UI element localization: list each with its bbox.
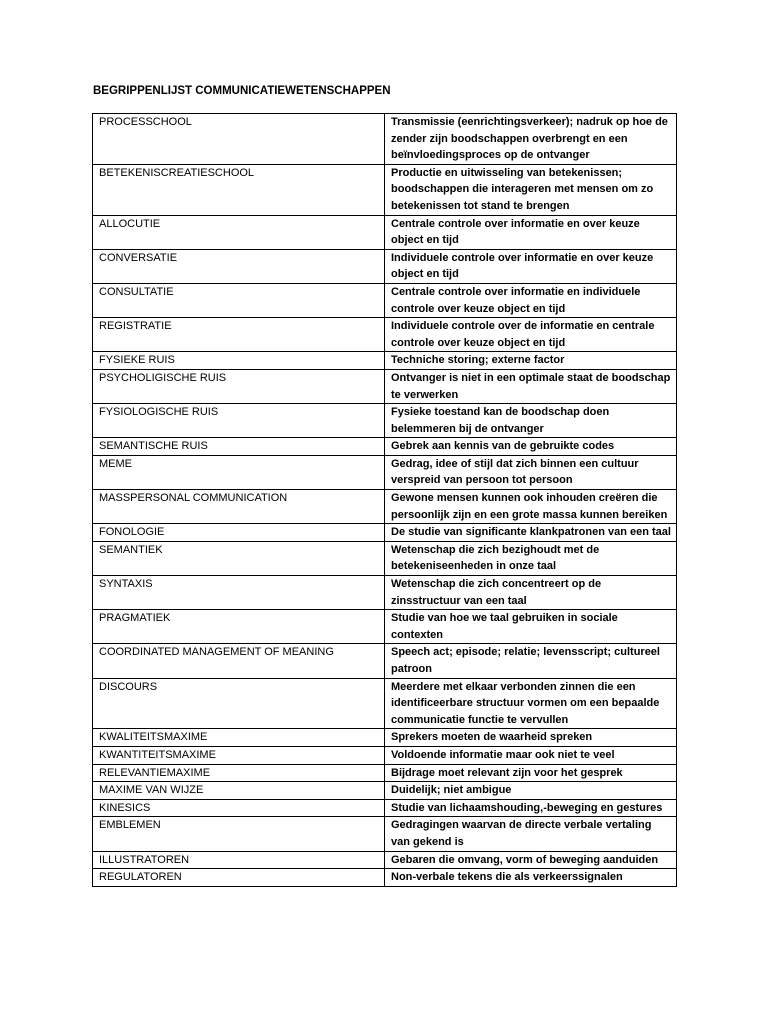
glossary-row bbox=[93, 524, 677, 542]
document-title: BEGRIPPENLIJST COMMUNICATIEWETENSCHAPPEN bbox=[93, 85, 391, 97]
glossary-row bbox=[93, 782, 677, 800]
glossary-definition: De studie van significante klankpatronen van een taal bbox=[385, 524, 677, 542]
glossary-row bbox=[93, 678, 677, 729]
glossary-row bbox=[93, 817, 677, 851]
glossary-term: SYNTAXIS bbox=[93, 576, 385, 610]
glossary-table-body bbox=[93, 114, 677, 887]
glossary-term: BETEKENISCREATIESCHOOL bbox=[93, 164, 385, 215]
glossary-term: KWALITEITSMAXIME bbox=[93, 729, 385, 747]
glossary-definition: Wetenschap die zich bezighoudt met de betekeniseenheden in onze taal bbox=[385, 541, 677, 575]
glossary-definition: Centrale controle over informatie en over keuze object en tijd bbox=[385, 215, 677, 249]
glossary-definition: Sprekers moeten de waarheid spreken bbox=[385, 729, 677, 747]
glossary-row bbox=[93, 541, 677, 575]
glossary-definition: Individuele controle over informatie en over keuze object en tijd bbox=[385, 249, 677, 283]
glossary-row bbox=[93, 249, 677, 283]
glossary-term: DISCOURS bbox=[93, 678, 385, 729]
glossary-row bbox=[93, 369, 677, 403]
glossary-term: ALLOCUTIE bbox=[93, 215, 385, 249]
glossary-row bbox=[93, 729, 677, 747]
glossary-term: RELEVANTIEMAXIME bbox=[93, 764, 385, 782]
glossary-term: CONSULTATIE bbox=[93, 283, 385, 317]
glossary-row bbox=[93, 644, 677, 678]
glossary-row bbox=[93, 869, 677, 887]
glossary-row bbox=[93, 318, 677, 352]
glossary-definition: Gewone mensen kunnen ook inhouden creëren die persoonlijk zijn en een grote massa kunnen bereiken bbox=[385, 490, 677, 524]
glossary-row bbox=[93, 114, 677, 165]
glossary-definition: Gebaren die omvang, vorm of beweging aanduiden bbox=[385, 851, 677, 869]
glossary-row bbox=[93, 746, 677, 764]
glossary-term: KINESICS bbox=[93, 799, 385, 817]
glossary-term: PRAGMATIEK bbox=[93, 610, 385, 644]
glossary-definition: Gedragingen waarvan de directe verbale vertaling van gekend is bbox=[385, 817, 677, 851]
glossary-row bbox=[93, 490, 677, 524]
glossary-term: PSYCHOLIGISCHE RUIS bbox=[93, 369, 385, 403]
glossary-term: SEMANTIEK bbox=[93, 541, 385, 575]
glossary-term: SEMANTISCHE RUIS bbox=[93, 438, 385, 456]
glossary-row bbox=[93, 610, 677, 644]
glossary-row bbox=[93, 164, 677, 215]
glossary-term: KWANTITEITSMAXIME bbox=[93, 746, 385, 764]
glossary-term: ILLUSTRATOREN bbox=[93, 851, 385, 869]
glossary-row bbox=[93, 283, 677, 317]
glossary-definition: Gedrag, idee of stijl dat zich binnen een cultuur verspreid van persoon tot persoon bbox=[385, 455, 677, 489]
glossary-term: PROCESSCHOOL bbox=[93, 114, 385, 165]
glossary-definition: Speech act; episode; relatie; levensscript; cultureel patroon bbox=[385, 644, 677, 678]
glossary-definition: Gebrek aan kennis van de gebruikte codes bbox=[385, 438, 677, 456]
glossary-definition: Voldoende informatie maar ook niet te veel bbox=[385, 746, 677, 764]
glossary-term: COORDINATED MANAGEMENT OF MEANING bbox=[93, 644, 385, 678]
glossary-row bbox=[93, 404, 677, 438]
glossary-table bbox=[92, 113, 677, 887]
glossary-term: REGISTRATIE bbox=[93, 318, 385, 352]
glossary-term: MASSPERSONAL COMMUNICATION bbox=[93, 490, 385, 524]
glossary-definition: Fysieke toestand kan de boodschap doen belemmeren bij de ontvanger bbox=[385, 404, 677, 438]
glossary-term: CONVERSATIE bbox=[93, 249, 385, 283]
glossary-row bbox=[93, 455, 677, 489]
glossary-definition: Meerdere met elkaar verbonden zinnen die een identificeerbare structuur vormen om een bepaalde communicatie functie te vervullen bbox=[385, 678, 677, 729]
glossary-term: MAXIME VAN WIJZE bbox=[93, 782, 385, 800]
glossary-definition: Studie van hoe we taal gebruiken in sociale contexten bbox=[385, 610, 677, 644]
glossary-definition: Studie van lichaamshouding,-beweging en gestures bbox=[385, 799, 677, 817]
glossary-row bbox=[93, 438, 677, 456]
glossary-term: REGULATOREN bbox=[93, 869, 385, 887]
glossary-definition: Bijdrage moet relevant zijn voor het gesprek bbox=[385, 764, 677, 782]
glossary-row bbox=[93, 764, 677, 782]
glossary-row bbox=[93, 352, 677, 370]
glossary-term: FONOLOGIE bbox=[93, 524, 385, 542]
glossary-row bbox=[93, 215, 677, 249]
glossary-definition: Non-verbale tekens die als verkeerssignalen bbox=[385, 869, 677, 887]
glossary-row bbox=[93, 576, 677, 610]
glossary-row bbox=[93, 799, 677, 817]
glossary-term: EMBLEMEN bbox=[93, 817, 385, 851]
glossary-definition: Ontvanger is niet in een optimale staat de boodschap te verwerken bbox=[385, 369, 677, 403]
glossary-definition: Individuele controle over de informatie en centrale controle over keuze object en tijd bbox=[385, 318, 677, 352]
glossary-definition: Techniche storing; externe factor bbox=[385, 352, 677, 370]
glossary-definition: Centrale controle over informatie en individuele controle over keuze object en tijd bbox=[385, 283, 677, 317]
glossary-term: FYSIOLOGISCHE RUIS bbox=[93, 404, 385, 438]
glossary-term: FYSIEKE RUIS bbox=[93, 352, 385, 370]
glossary-definition: Duidelijk; niet ambigue bbox=[385, 782, 677, 800]
glossary-definition: Wetenschap die zich concentreert op de zinsstructuur van een taal bbox=[385, 576, 677, 610]
glossary-term: MEME bbox=[93, 455, 385, 489]
glossary-row bbox=[93, 851, 677, 869]
glossary-definition: Transmissie (eenrichtingsverkeer); nadruk op hoe de zender zijn boodschappen overbrengt en een beïnvloedingsproces op de ontvanger bbox=[385, 114, 677, 165]
glossary-definition: Productie en uitwisseling van betekenissen; boodschappen die interageren met mensen om zo betekenissen tot stand te brengen bbox=[385, 164, 677, 215]
